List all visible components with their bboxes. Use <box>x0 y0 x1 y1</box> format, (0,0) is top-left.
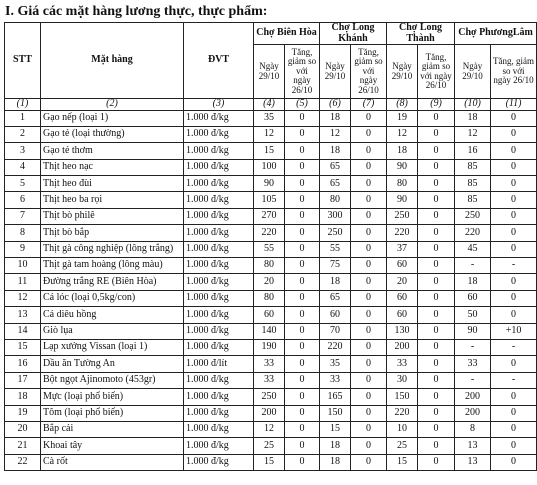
long-khanh-price: 150 <box>320 405 351 421</box>
phuong-lam-change: 0 <box>491 454 537 470</box>
price-table <box>4 22 537 471</box>
long-khanh-price: 65 <box>320 290 351 306</box>
long-thanh-change: 0 <box>418 110 455 126</box>
phuong-lam-price: 18 <box>455 110 491 126</box>
long-khanh-change: 0 <box>351 258 387 274</box>
bien-hoa-change: 0 <box>285 421 320 437</box>
bien-hoa-change: 0 <box>285 274 320 290</box>
row-item: Tôm (loại phổ biến) <box>41 405 184 421</box>
row-item: Thịt heo ba rọi <box>41 192 184 208</box>
long-khanh-price: 12 <box>320 126 351 142</box>
header-market-long-khanh: Chợ Long Khánh <box>320 23 387 45</box>
row-stt: 8 <box>5 225 41 241</box>
long-thanh-change: 0 <box>418 290 455 306</box>
col-number: (8) <box>387 99 418 111</box>
row-stt: 19 <box>5 405 41 421</box>
long-thanh-price: 80 <box>387 176 418 192</box>
table-row <box>5 225 537 241</box>
long-thanh-change: 0 <box>418 323 455 339</box>
header-market-phuong-lam: Chợ PhươngLâm <box>455 23 537 45</box>
phuong-lam-price: 45 <box>455 241 491 257</box>
table-row <box>5 274 537 290</box>
phuong-lam-change: 0 <box>491 421 537 437</box>
bien-hoa-price: 33 <box>254 356 285 372</box>
long-khanh-price: 70 <box>320 323 351 339</box>
bien-hoa-price: 80 <box>254 290 285 306</box>
row-unit: 1.000 đ/lít <box>184 356 254 372</box>
long-khanh-price: 250 <box>320 225 351 241</box>
table-row <box>5 405 537 421</box>
long-thanh-price: 25 <box>387 438 418 454</box>
row-unit: 1.000 đ/kg <box>184 454 254 470</box>
table-row <box>5 126 537 142</box>
row-item: Bắp cải <box>41 421 184 437</box>
table-row <box>5 290 537 306</box>
header-change: Tăng, giảm so với ngày 26/10 <box>351 45 387 99</box>
long-khanh-price: 220 <box>320 339 351 355</box>
long-thanh-price: 30 <box>387 372 418 388</box>
row-unit: 1.000 đ/kg <box>184 126 254 142</box>
long-thanh-price: 200 <box>387 339 418 355</box>
phuong-lam-price: 60 <box>455 290 491 306</box>
table-row <box>5 176 537 192</box>
long-khanh-change: 0 <box>351 225 387 241</box>
row-stt: 22 <box>5 454 41 470</box>
row-item: Thịt heo nạc <box>41 159 184 175</box>
bien-hoa-price: 60 <box>254 307 285 323</box>
table-row <box>5 323 537 339</box>
long-thanh-price: 10 <box>387 421 418 437</box>
row-stt: 3 <box>5 143 41 159</box>
long-khanh-change: 0 <box>351 372 387 388</box>
long-khanh-price: 35 <box>320 356 351 372</box>
col-number: (11) <box>491 99 537 111</box>
long-thanh-price: 37 <box>387 241 418 257</box>
row-unit: 1.000 đ/kg <box>184 274 254 290</box>
row-item: Thịt bò philê <box>41 208 184 224</box>
bien-hoa-price: 35 <box>254 110 285 126</box>
phuong-lam-price: - <box>455 372 491 388</box>
long-khanh-price: 18 <box>320 274 351 290</box>
long-thanh-change: 0 <box>418 356 455 372</box>
long-khanh-change: 0 <box>351 176 387 192</box>
long-khanh-price: 65 <box>320 159 351 175</box>
phuong-lam-change: +10 <box>491 323 537 339</box>
long-khanh-price: 18 <box>320 438 351 454</box>
row-item: Gạo nếp (loại 1) <box>41 110 184 126</box>
long-thanh-change: 0 <box>418 126 455 142</box>
phuong-lam-price: 200 <box>455 389 491 405</box>
phuong-lam-price: 16 <box>455 143 491 159</box>
phuong-lam-price: 85 <box>455 192 491 208</box>
phuong-lam-change: 0 <box>491 110 537 126</box>
long-thanh-price: 250 <box>387 208 418 224</box>
row-item: Thịt bò bắp <box>41 225 184 241</box>
header-unit: ĐVT <box>184 23 254 99</box>
table-row <box>5 307 537 323</box>
phuong-lam-change: 0 <box>491 176 537 192</box>
row-unit: 1.000 đ/kg <box>184 159 254 175</box>
bien-hoa-price: 220 <box>254 225 285 241</box>
table-row <box>5 389 537 405</box>
bien-hoa-price: 12 <box>254 421 285 437</box>
header-change: Tăng, giảm so với ngày 26/10 <box>285 45 320 99</box>
long-khanh-price: 300 <box>320 208 351 224</box>
bien-hoa-change: 0 <box>285 290 320 306</box>
row-stt: 12 <box>5 290 41 306</box>
phuong-lam-change: 0 <box>491 356 537 372</box>
long-thanh-change: 0 <box>418 274 455 290</box>
long-thanh-change: 0 <box>418 405 455 421</box>
long-khanh-price: 75 <box>320 258 351 274</box>
long-khanh-change: 0 <box>351 389 387 405</box>
long-thanh-change: 0 <box>418 176 455 192</box>
phuong-lam-price: 13 <box>455 438 491 454</box>
long-thanh-price: 33 <box>387 356 418 372</box>
long-thanh-change: 0 <box>418 241 455 257</box>
phuong-lam-change: 0 <box>491 143 537 159</box>
table-row <box>5 438 537 454</box>
row-stt: 20 <box>5 421 41 437</box>
row-unit: 1.000 đ/kg <box>184 421 254 437</box>
long-thanh-price: 18 <box>387 143 418 159</box>
bien-hoa-price: 12 <box>254 126 285 142</box>
phuong-lam-price: 13 <box>455 454 491 470</box>
long-thanh-change: 0 <box>418 192 455 208</box>
row-stt: 13 <box>5 307 41 323</box>
long-khanh-change: 0 <box>351 323 387 339</box>
table-body <box>5 110 537 471</box>
long-khanh-change: 0 <box>351 339 387 355</box>
row-item: Mực (loại phổ biến) <box>41 389 184 405</box>
long-khanh-change: 0 <box>351 356 387 372</box>
long-khanh-change: 0 <box>351 241 387 257</box>
header-day: Ngày 29/10 <box>320 45 351 99</box>
long-thanh-change: 0 <box>418 438 455 454</box>
long-thanh-price: 60 <box>387 307 418 323</box>
table-row <box>5 208 537 224</box>
long-khanh-price: 15 <box>320 421 351 437</box>
row-unit: 1.000 đ/kg <box>184 307 254 323</box>
long-khanh-price: 18 <box>320 110 351 126</box>
row-stt: 6 <box>5 192 41 208</box>
row-item: Thịt heo đùi <box>41 176 184 192</box>
row-stt: 14 <box>5 323 41 339</box>
long-thanh-price: 12 <box>387 126 418 142</box>
long-khanh-change: 0 <box>351 274 387 290</box>
long-khanh-change: 0 <box>351 192 387 208</box>
bien-hoa-change: 0 <box>285 241 320 257</box>
phuong-lam-change: 0 <box>491 241 537 257</box>
row-item: Đường trắng RE (Biên Hòa) <box>41 274 184 290</box>
long-thanh-price: 60 <box>387 258 418 274</box>
row-item: Khoai tây <box>41 438 184 454</box>
row-item: Dầu ăn Tường An <box>41 356 184 372</box>
long-khanh-change: 0 <box>351 421 387 437</box>
table-row <box>5 454 537 470</box>
long-thanh-change: 0 <box>418 258 455 274</box>
phuong-lam-change: 0 <box>491 438 537 454</box>
bien-hoa-change: 0 <box>285 454 320 470</box>
header-day: Ngày 29/10 <box>387 45 418 99</box>
phuong-lam-change: 0 <box>491 208 537 224</box>
phuong-lam-price: 250 <box>455 208 491 224</box>
row-unit: 1.000 đ/kg <box>184 143 254 159</box>
bien-hoa-price: 25 <box>254 438 285 454</box>
long-khanh-price: 60 <box>320 307 351 323</box>
row-stt: 18 <box>5 389 41 405</box>
bien-hoa-price: 270 <box>254 208 285 224</box>
long-thanh-price: 220 <box>387 405 418 421</box>
row-item: Gạo tẻ thơm <box>41 143 184 159</box>
long-thanh-price: 90 <box>387 192 418 208</box>
row-unit: 1.000 đ/kg <box>184 192 254 208</box>
bien-hoa-change: 0 <box>285 143 320 159</box>
col-number: (6) <box>320 99 351 111</box>
bien-hoa-price: 33 <box>254 372 285 388</box>
row-item: Cá diêu hồng <box>41 307 184 323</box>
table-row <box>5 421 537 437</box>
col-number: (1) <box>5 99 41 111</box>
long-thanh-change: 0 <box>418 454 455 470</box>
row-unit: 1.000 đ/kg <box>184 290 254 306</box>
bien-hoa-price: 200 <box>254 405 285 421</box>
long-thanh-change: 0 <box>418 208 455 224</box>
bien-hoa-change: 0 <box>285 176 320 192</box>
header-stt: STT <box>5 23 41 99</box>
long-khanh-change: 0 <box>351 208 387 224</box>
header-market-long-thanh: Chợ Long Thành <box>387 23 455 45</box>
long-khanh-change: 0 <box>351 290 387 306</box>
col-number: (2) <box>41 99 184 111</box>
row-item: Gạo tẻ (loại thường) <box>41 126 184 142</box>
long-khanh-change: 0 <box>351 307 387 323</box>
phuong-lam-price: 8 <box>455 421 491 437</box>
phuong-lam-price: 18 <box>455 274 491 290</box>
bien-hoa-change: 0 <box>285 438 320 454</box>
long-thanh-price: 220 <box>387 225 418 241</box>
phuong-lam-price: 200 <box>455 405 491 421</box>
long-khanh-price: 65 <box>320 176 351 192</box>
long-thanh-change: 0 <box>418 339 455 355</box>
table-row <box>5 110 537 126</box>
table-row <box>5 258 537 274</box>
row-stt: 10 <box>5 258 41 274</box>
row-item: Cà rốt <box>41 454 184 470</box>
row-unit: 1.000 đ/kg <box>184 208 254 224</box>
bien-hoa-price: 20 <box>254 274 285 290</box>
row-stt: 4 <box>5 159 41 175</box>
long-thanh-change: 0 <box>418 372 455 388</box>
row-item: Cá lóc (loại 0,5kg/con) <box>41 290 184 306</box>
row-stt: 21 <box>5 438 41 454</box>
long-khanh-change: 0 <box>351 438 387 454</box>
bien-hoa-change: 0 <box>285 405 320 421</box>
phuong-lam-change: - <box>491 339 537 355</box>
header-item: Mặt hàng <box>41 23 184 99</box>
phuong-lam-price: - <box>455 339 491 355</box>
bien-hoa-change: 0 <box>285 126 320 142</box>
phuong-lam-price: 33 <box>455 356 491 372</box>
long-khanh-change: 0 <box>351 454 387 470</box>
bien-hoa-price: 90 <box>254 176 285 192</box>
phuong-lam-change: - <box>491 258 537 274</box>
row-stt: 11 <box>5 274 41 290</box>
bien-hoa-change: 0 <box>285 225 320 241</box>
phuong-lam-price: - <box>455 258 491 274</box>
row-unit: 1.000 đ/kg <box>184 258 254 274</box>
row-stt: 5 <box>5 176 41 192</box>
long-khanh-change: 0 <box>351 126 387 142</box>
row-unit: 1.000 đ/kg <box>184 339 254 355</box>
bien-hoa-price: 190 <box>254 339 285 355</box>
phuong-lam-change: - <box>491 372 537 388</box>
long-thanh-price: 20 <box>387 274 418 290</box>
col-number: (9) <box>418 99 455 111</box>
bien-hoa-price: 105 <box>254 192 285 208</box>
row-stt: 2 <box>5 126 41 142</box>
bien-hoa-price: 100 <box>254 159 285 175</box>
row-item: Thịt gà công nghiệp (lông trắng) <box>41 241 184 257</box>
long-khanh-price: 18 <box>320 143 351 159</box>
long-thanh-change: 0 <box>418 225 455 241</box>
phuong-lam-price: 85 <box>455 176 491 192</box>
table-row <box>5 372 537 388</box>
row-item: Giò lụa <box>41 323 184 339</box>
header-change: Tăng, giảm so với ngày 26/10 <box>418 45 455 99</box>
row-stt: 9 <box>5 241 41 257</box>
col-number: (4) <box>254 99 285 111</box>
row-unit: 1.000 đ/kg <box>184 372 254 388</box>
long-thanh-change: 0 <box>418 159 455 175</box>
long-khanh-change: 0 <box>351 159 387 175</box>
row-item: Lạp xưởng Vissan (loại 1) <box>41 339 184 355</box>
phuong-lam-change: 0 <box>491 274 537 290</box>
phuong-lam-change: 0 <box>491 159 537 175</box>
row-stt: 17 <box>5 372 41 388</box>
bien-hoa-change: 0 <box>285 258 320 274</box>
phuong-lam-price: 220 <box>455 225 491 241</box>
table-row <box>5 192 537 208</box>
long-khanh-price: 165 <box>320 389 351 405</box>
row-unit: 1.000 đ/kg <box>184 438 254 454</box>
table-row <box>5 241 537 257</box>
bien-hoa-change: 0 <box>285 389 320 405</box>
col-number: (10) <box>455 99 491 111</box>
long-khanh-price: 33 <box>320 372 351 388</box>
page-title: I. Giá các mặt hàng lương thực, thực phẩm: <box>5 4 268 19</box>
header-day: Ngày 29/10 <box>254 45 285 99</box>
row-stt: 15 <box>5 339 41 355</box>
col-number: (3) <box>184 99 254 111</box>
long-khanh-change: 0 <box>351 143 387 159</box>
bien-hoa-change: 0 <box>285 372 320 388</box>
bien-hoa-price: 140 <box>254 323 285 339</box>
long-thanh-price: 19 <box>387 110 418 126</box>
row-unit: 1.000 đ/kg <box>184 110 254 126</box>
long-thanh-price: 60 <box>387 290 418 306</box>
bien-hoa-change: 0 <box>285 339 320 355</box>
long-khanh-change: 0 <box>351 110 387 126</box>
row-stt: 16 <box>5 356 41 372</box>
row-unit: 1.000 đ/kg <box>184 241 254 257</box>
long-khanh-change: 0 <box>351 405 387 421</box>
long-khanh-price: 55 <box>320 241 351 257</box>
phuong-lam-price: 50 <box>455 307 491 323</box>
phuong-lam-change: 0 <box>491 290 537 306</box>
col-number: (7) <box>351 99 387 111</box>
bien-hoa-change: 0 <box>285 307 320 323</box>
long-thanh-price: 90 <box>387 159 418 175</box>
phuong-lam-price: 85 <box>455 159 491 175</box>
long-thanh-price: 150 <box>387 389 418 405</box>
long-khanh-price: 18 <box>320 454 351 470</box>
long-khanh-price: 80 <box>320 192 351 208</box>
row-unit: 1.000 đ/kg <box>184 176 254 192</box>
header-market-bien-hoa: Chợ Biên Hòa <box>254 23 320 45</box>
bien-hoa-price: 55 <box>254 241 285 257</box>
phuong-lam-change: 0 <box>491 192 537 208</box>
bien-hoa-change: 0 <box>285 356 320 372</box>
table-row <box>5 339 537 355</box>
bien-hoa-change: 0 <box>285 159 320 175</box>
bien-hoa-price: 250 <box>254 389 285 405</box>
phuong-lam-price: 12 <box>455 126 491 142</box>
row-unit: 1.000 đ/kg <box>184 323 254 339</box>
long-thanh-change: 0 <box>418 389 455 405</box>
header-day: Ngày 29/10 <box>455 45 491 99</box>
row-stt: 1 <box>5 110 41 126</box>
header-change: Tăng, giảm so với ngày 26/10 <box>491 45 537 99</box>
phuong-lam-change: 0 <box>491 405 537 421</box>
long-thanh-price: 15 <box>387 454 418 470</box>
phuong-lam-change: 0 <box>491 126 537 142</box>
row-item: Thịt gà tam hoàng (lông màu) <box>41 258 184 274</box>
long-thanh-price: 130 <box>387 323 418 339</box>
phuong-lam-change: 0 <box>491 307 537 323</box>
table-row <box>5 159 537 175</box>
table-row <box>5 356 537 372</box>
row-unit: 1.000 đ/kg <box>184 405 254 421</box>
long-thanh-change: 0 <box>418 307 455 323</box>
row-stt: 7 <box>5 208 41 224</box>
row-unit: 1.000 đ/kg <box>184 225 254 241</box>
phuong-lam-price: 90 <box>455 323 491 339</box>
row-unit: 1.000 đ/kg <box>184 389 254 405</box>
long-thanh-change: 0 <box>418 421 455 437</box>
table-row <box>5 143 537 159</box>
phuong-lam-change: 0 <box>491 225 537 241</box>
bien-hoa-change: 0 <box>285 110 320 126</box>
bien-hoa-price: 80 <box>254 258 285 274</box>
bien-hoa-price: 15 <box>254 143 285 159</box>
bien-hoa-price: 15 <box>254 454 285 470</box>
long-thanh-change: 0 <box>418 143 455 159</box>
col-number: (5) <box>285 99 320 111</box>
bien-hoa-change: 0 <box>285 192 320 208</box>
row-item: Bột ngọt Ajinomoto (453gr) <box>41 372 184 388</box>
bien-hoa-change: 0 <box>285 323 320 339</box>
bien-hoa-change: 0 <box>285 208 320 224</box>
phuong-lam-change: 0 <box>491 389 537 405</box>
